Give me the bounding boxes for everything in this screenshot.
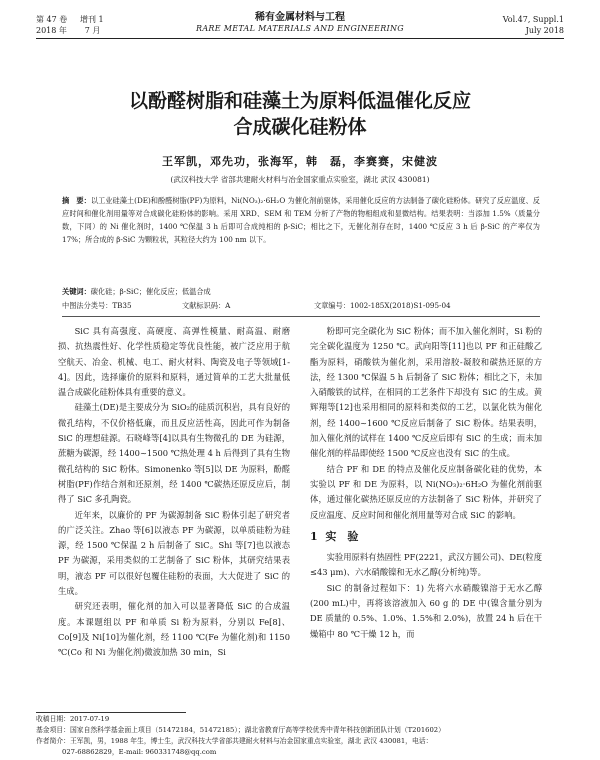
left-paragraph: 近年来，以廉价的 PF 为碳源制备 SiC 粉体引起了研究者的广泛关注。Zhao 等[6]以液态 PF 为碳源，以单质硅粉为硅源，经 1500 ℃保温 2 h 后制备了 SiC。Shi 等[7]也以液态 PF 为碳源，采用类似的工艺制备了 SiC 粉体，其研究结果表明，液态 PF 可以很好包覆住硅粉的表面，大大促进了 SiC 的生成。 <box>58 509 290 597</box>
section-title: 实 验 <box>325 529 359 543</box>
keywords <box>62 287 540 297</box>
header-volume: 第 47 卷 <box>36 15 68 24</box>
header-volume-issue <box>36 14 104 36</box>
right-paragraph: 结合 PF 和 DE 的特点及催化反应制备碳化硅的优势，本实验以 PF 和 DE 为原料，以 Ni(NO₃)₂·6H₂O 为催化剂前驱体，通过催化碳热还原反应的方法制备了 SiC 粉体，并研究了反应温度、反应时间和催化剂用量等对合成 SiC 的影响。 <box>310 463 542 520</box>
left-paragraph: SiC 具有高强度、高硬度、高弹性模量、耐高温、耐磨损、抗热震性好、化学性质稳定等优良性能，被广泛应用于航空航天、冶金、机械、电工、耐火材料、陶瓷及电子等领域[1-4]。因此，选择廉价的原料和原料，通过简单的工艺大批量低温合成碳化硅粉体具有重要的意义。 <box>58 326 290 398</box>
section-number: 1 <box>310 529 318 543</box>
section-heading <box>310 529 542 544</box>
footnote-contact: 027-68862829，E-mail: 960331748@qq.com <box>62 748 217 756</box>
abstract-rule <box>62 316 540 317</box>
section-paragraph: SiC 的制备过程如下：1) 先将六水硝酸镍溶于无水乙醇(200 mL)中，再将该溶液加入 60 g 的 DE 中(镍含量分别为 DE 质量的 0.5%、1.0%、1.5%和 2.0%)，放置 24 h 后在干燥箱中 80 ℃干燥 12 h，而 <box>310 582 542 639</box>
article-meta <box>62 301 540 313</box>
header-journal <box>140 12 460 34</box>
left-paragraph: 研究还表明，催化剂的加入可以显著降低 SiC 的合成温度。本课题组以 PF 和单质 Si 粉为原料，分别以 Fe[8]、Co[9]及 Ni[10]为催化剂，经 1100 ℃(Fe 为催化剂)和 1150 ℃(Co 和 Ni 为催化剂)微波加热 30 min，Si <box>58 601 290 658</box>
header-issue: 增刊 1 <box>79 15 104 24</box>
header-date-en: July 2018 <box>525 26 564 35</box>
header-month: 7 月 <box>84 26 101 35</box>
header-vol-date <box>503 14 564 36</box>
document-code: 文献标识码：A <box>182 301 231 310</box>
left-paragraph: 硅藻土(DE)是主要成分为 SiO₂的硅质沉积岩，具有良好的微孔结构，不仅价格低廉，而且反应活性高，因此可作为制备 SiC 的理想硅源。石晓峰等[4]以具有生物微孔的 DE 为硅源，蔗糖为碳源，经 1400~1500 ℃热处理 4 h 后得到了具有生物微孔结构的 SiC 粉体。Simonenko 等[5]以 DE 为原料，酚醛树脂(PF)作结合剂和还原剂，经 1400 ℃碳热还原反应后，制得了 SiC 多孔陶瓷。 <box>58 402 290 505</box>
journal-title-cn: 稀有金属材料与工程 <box>255 12 345 23</box>
footnote-rule <box>36 712 186 713</box>
footnotes <box>36 714 564 758</box>
affiliation: (武汉科技大学 省部共建耐火材料与冶金国家重点实验室，湖北 武汉 430081) <box>170 175 430 184</box>
article-number: 文章编号：1002-185X(2018)S1-095-04 <box>314 301 451 310</box>
footnote-author-bio: 作者简介：王军凯，男，1988 年生，博士生，武汉科技大学省部共建耐火材料与冶金国家重点实验室，湖北 武汉 430081，电话： <box>36 737 433 745</box>
left-column <box>58 324 290 661</box>
right-paragraph: 粉即可完全碳化为 SiC 粉体；而不加入催化剂时，Si 粉的完全碳化温度为 1250 ℃。武向阳等[11]也以 PF 和正硅酸乙酯为原料，硝酸铁为催化剂，采用溶胶-凝胶和碳热还原的方法，经 1300 ℃保温 5 h 后制备了 SiC 粉体；相比之下，未加入硝酸铁的试样，在相同的工艺条件下却没有 SiC 的生成。黄辉翔等[12]也采用相同的原料和类似的工艺，以氯化铁为催化剂，经 1400~1600 ℃反应后制备了 SiC 粉体。结果表明，加入催化剂的试样在 1400 ℃反应后即有 SiC 的生成；而未加催化剂的样品即使经 1500 ℃反应也没有 SiC 的生成。 <box>310 326 542 459</box>
abstract-text: 以工业硅藻土(DE)和酚醛树脂(PF)为原料，Ni(NO₃)₂·6H₂O 为催化剂前驱体，采用催化反应的方法制备了碳化硅粉体。研究了反应温度、反应时间和催化剂用量等对合成碳化硅粉体的影响。采用 XRD、SEM 和 TEM 分析了产物的物相组成和显微结构。结果表明：当添加 1.5%（质量分数，下同）的 Ni 催化剂时，1400 ℃保温 3 h 后即可合成纯相的 β-SiC；相比之下，无催化剂存在时，1400 ℃反应 3 h 后 β-SiC 的产率仅为 17%；所合成的 β-SiC 为颗粒状，其粒径大约为 100 nm 以下。 <box>62 196 540 244</box>
keywords-text: 碳化硅；β-SiC；催化反应；低温合成 <box>90 287 211 296</box>
header-vol-en: Vol.47, Suppl.1 <box>502 15 564 24</box>
paper-title <box>40 88 560 140</box>
header-year: 2018 年 <box>36 26 67 35</box>
section-paragraph: 实验用原料有热固性 PF(2221，武汉方圆公司)、DE(粒度≤43 μm)、六水硝酸镍和无水乙醇(分析纯)等。 <box>310 552 542 578</box>
author-list: 王军凯，邓先功，张海军，韩 磊，李赛赛，宋健波 <box>162 155 438 168</box>
header-rule <box>36 38 564 39</box>
paper-title-line1: 以酚醛树脂和硅藻土为原料低温催化反应 <box>128 90 471 112</box>
footnote-received: 收稿日期：2017-07-19 <box>36 715 110 723</box>
clc-number: 中图法分类号：TB35 <box>62 301 132 310</box>
abstract-label: 摘 要： <box>62 196 91 205</box>
abstract <box>62 194 540 246</box>
footnote-funding: 基金项目：国家自然科学基金面上项目（51472184，51472185）；湖北省教育厅高等学校优秀中青年科技创新团队计划（T201602） <box>36 726 445 734</box>
right-column <box>310 324 542 642</box>
journal-title-en: RARE METAL MATERIALS AND ENGINEERING <box>196 24 404 33</box>
keywords-label: 关键词： <box>62 287 91 296</box>
paper-title-line2: 合成碳化硅粉体 <box>233 116 367 138</box>
